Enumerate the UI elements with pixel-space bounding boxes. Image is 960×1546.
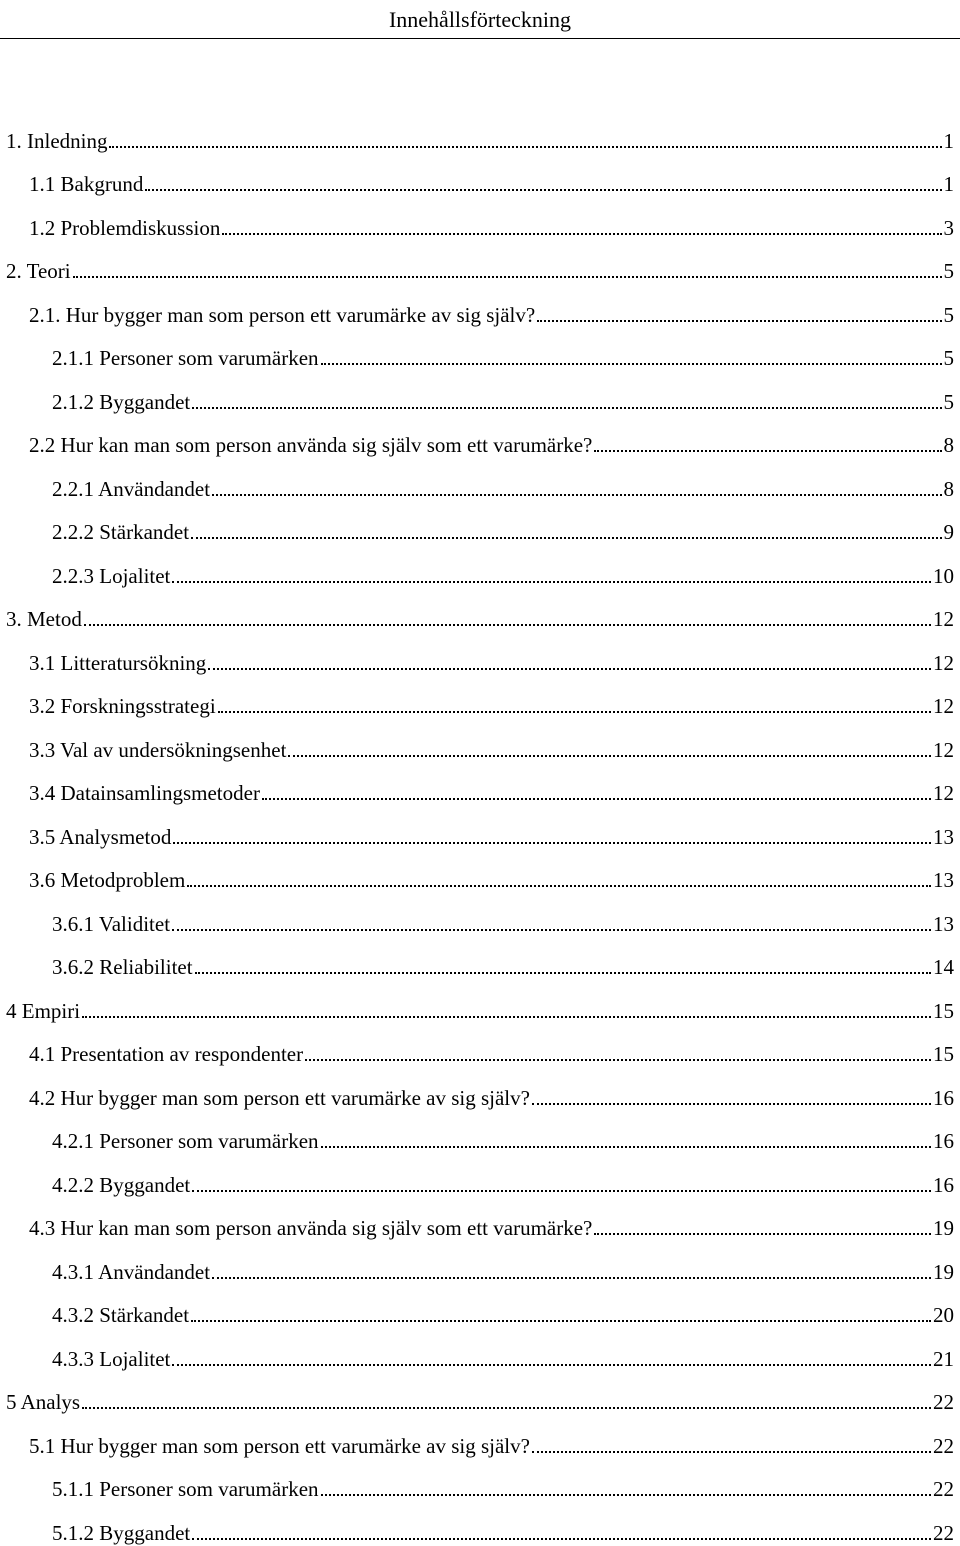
toc-entry[interactable]: [0, 502, 960, 546]
toc-entry-label: 3.1 Litteratursökning: [29, 650, 207, 675]
toc-entry-label: 3.6.1 Validitet: [52, 911, 171, 936]
toc-entry-page-number: 13: [933, 824, 954, 849]
toc-entry-label: 5.1.2 Byggandet: [52, 1520, 191, 1545]
toc-entry-label: 2.2 Hur kan man som person använda sig själv som ett varumärke?: [29, 433, 593, 457]
toc-entry[interactable]: [0, 1024, 960, 1068]
toc-entry-page-number: 22: [933, 1477, 954, 1501]
toc-dot-leader: [192, 1538, 931, 1540]
toc-entry-page-number: 16: [933, 1172, 954, 1197]
toc-entry[interactable]: [0, 110, 960, 154]
toc-entry-page-number: 12: [933, 650, 954, 675]
page-title: Innehållsförteckning: [388, 7, 572, 32]
toc-entry-label: 5 Analys: [6, 1390, 81, 1414]
toc-dot-leader: [321, 1146, 931, 1148]
toc-dot-leader: [82, 1407, 931, 1409]
toc-entry[interactable]: [0, 154, 960, 198]
toc-entry-label: 4.2 Hur bygger man som person ett varumärke av sig själv?: [29, 1085, 530, 1110]
toc-entry[interactable]: [0, 1285, 960, 1329]
toc-entry-label: 1.1 Bakgrund: [29, 172, 144, 196]
toc-entry[interactable]: [0, 589, 960, 633]
toc-entry[interactable]: [0, 632, 960, 676]
toc-dot-leader: [594, 1233, 931, 1235]
toc-dot-leader: [191, 537, 941, 539]
toc-entry-label: 4.3 Hur kan man som person använda sig själv som ett varumärke?: [29, 1216, 593, 1240]
toc-dot-leader: [321, 1494, 931, 1496]
toc-dot-leader: [262, 798, 931, 800]
toc-dot-leader: [84, 624, 931, 626]
toc-dot-leader: [145, 189, 941, 191]
toc-entry-page-number: 12: [933, 607, 954, 631]
toc-entry[interactable]: [0, 850, 960, 894]
toc-entry-label: 2.1.1 Personer som varumärken: [52, 346, 319, 370]
toc-entry-label: 3.2 Forskningsstrategi: [29, 694, 216, 718]
toc-dot-leader: [192, 1190, 931, 1192]
toc-entry-label: 3.4 Datainsamlingsmetoder: [29, 781, 260, 805]
toc-dot-leader: [191, 1320, 931, 1322]
toc-entry-page-number: 8: [943, 433, 954, 457]
toc-entry-page-number: 5: [943, 259, 954, 283]
toc-entry-page-number: 19: [933, 1216, 954, 1240]
toc-entry-label: 4.1 Presentation av respondenter: [29, 1042, 304, 1066]
toc-dot-leader: [218, 711, 931, 713]
toc-dot-leader: [73, 276, 942, 278]
toc-entry-page-number: 12: [933, 781, 954, 805]
toc-dot-leader: [532, 1451, 931, 1453]
toc-entry-page-number: 5: [943, 302, 954, 327]
toc-entry[interactable]: [0, 1328, 960, 1372]
toc-entry[interactable]: [0, 241, 960, 285]
toc-entry-page-number: 14: [933, 955, 954, 979]
toc-entry[interactable]: [0, 197, 960, 241]
toc-entry[interactable]: [0, 328, 960, 372]
toc-dot-leader: [172, 929, 931, 931]
toc-entry[interactable]: [0, 415, 960, 459]
toc-entry-label: 5.1.1 Personer som varumärken: [52, 1477, 319, 1501]
toc-entry[interactable]: [0, 1111, 960, 1155]
toc-dot-leader: [212, 494, 941, 496]
toc-entry-page-number: 16: [933, 1085, 954, 1110]
toc-entry[interactable]: [0, 545, 960, 589]
toc-entry-page-number: 1: [943, 172, 954, 196]
toc-dot-leader: [594, 450, 941, 452]
toc-entry-page-number: 13: [933, 868, 954, 892]
toc-entry-label: 1.2 Problemdiskussion: [29, 215, 221, 240]
toc-entry-label: 3.3 Val av undersökningsenhet: [29, 737, 287, 762]
toc-dot-leader: [532, 1103, 931, 1105]
toc-dot-leader: [172, 1364, 931, 1366]
toc-entry[interactable]: [0, 763, 960, 807]
toc-entry-label: 2. Teori: [6, 259, 71, 283]
toc-entry-label: 3.6.2 Reliabilitet: [52, 955, 193, 979]
toc-entry-page-number: 3: [943, 215, 954, 240]
toc-entry[interactable]: [0, 806, 960, 850]
toc-entry-label: 2.1. Hur bygger man som person ett varumärke av sig själv?: [29, 302, 536, 327]
toc-entry[interactable]: [0, 1154, 960, 1198]
toc-dot-leader: [212, 1277, 931, 1279]
toc-entry-label: 4.2.1 Personer som varumärken: [52, 1129, 319, 1153]
toc-entry[interactable]: [0, 1067, 960, 1111]
toc-entry-label: 4.3.1 Användandet: [52, 1259, 211, 1284]
toc-dot-leader: [537, 320, 941, 322]
toc-entry-page-number: 12: [933, 694, 954, 718]
toc-dot-leader: [187, 885, 931, 887]
toc-entry-page-number: 15: [933, 998, 954, 1023]
toc-entry-page-number: 19: [933, 1259, 954, 1284]
toc-entry-page-number: 22: [933, 1520, 954, 1545]
table-of-contents: [0, 110, 960, 1546]
toc-dot-leader: [208, 668, 931, 670]
toc-entry-page-number: 5: [943, 346, 954, 370]
toc-dot-leader: [222, 233, 941, 235]
toc-entry[interactable]: [0, 1372, 960, 1416]
toc-entry-label: 5.1 Hur bygger man som person ett varumärke av sig själv?: [29, 1433, 530, 1458]
toc-entry-label: 4.3.2 Stärkandet: [52, 1303, 190, 1327]
toc-entry-label: 3.6 Metodproblem: [29, 868, 186, 892]
toc-entry-page-number: 21: [933, 1346, 954, 1371]
toc-entry[interactable]: [0, 1459, 960, 1503]
toc-entry-page-number: 16: [933, 1129, 954, 1153]
toc-entry[interactable]: [0, 980, 960, 1024]
toc-dot-leader: [109, 146, 941, 148]
toc-entry-label: 2.2.3 Lojalitet: [52, 563, 171, 588]
toc-dot-leader: [305, 1059, 931, 1061]
toc-entry-page-number: 8: [943, 476, 954, 501]
toc-entry-page-number: 5: [943, 389, 954, 414]
toc-entry[interactable]: [0, 1198, 960, 1242]
page-header: [0, 0, 960, 39]
toc-dot-leader: [173, 842, 931, 844]
toc-entry[interactable]: [0, 937, 960, 981]
toc-entry-page-number: 12: [933, 737, 954, 762]
toc-entry-page-number: 22: [933, 1390, 954, 1414]
toc-entry-label: 2.1.2 Byggandet: [52, 389, 191, 414]
toc-entry-label: 2.2.1 Användandet: [52, 476, 211, 501]
toc-entry[interactable]: [0, 1241, 960, 1285]
toc-entry-page-number: 15: [933, 1042, 954, 1066]
toc-dot-leader: [288, 755, 931, 757]
toc-entry[interactable]: [0, 719, 960, 763]
toc-entry-page-number: 13: [933, 911, 954, 936]
toc-entry-label: 3. Metod: [6, 607, 82, 631]
toc-entry[interactable]: [0, 458, 960, 502]
toc-dot-leader: [82, 1016, 931, 1018]
toc-entry[interactable]: [0, 1502, 960, 1546]
toc-dot-leader: [195, 972, 931, 974]
toc-entry-page-number: 9: [943, 520, 954, 544]
toc-entry-label: 2.2.2 Stärkandet: [52, 520, 190, 544]
toc-entry[interactable]: [0, 893, 960, 937]
toc-entry-page-number: 10: [933, 563, 954, 588]
toc-entry-page-number: 22: [933, 1433, 954, 1458]
toc-entry[interactable]: [0, 284, 960, 328]
toc-dot-leader: [321, 363, 942, 365]
toc-entry-page-number: 20: [933, 1303, 954, 1327]
toc-entry[interactable]: [0, 371, 960, 415]
toc-dot-leader: [192, 407, 941, 409]
toc-entry-label: 4 Empiri: [6, 998, 81, 1023]
toc-entry-label: 4.3.3 Lojalitet: [52, 1346, 171, 1371]
toc-entry-label: 3.5 Analysmetod: [29, 824, 172, 849]
toc-dot-leader: [172, 581, 931, 583]
toc-entry-label: 4.2.2 Byggandet: [52, 1172, 191, 1197]
toc-entry-label: 1. Inledning: [6, 128, 108, 153]
toc-entry[interactable]: [0, 1415, 960, 1459]
toc-entry-page-number: 1: [943, 128, 954, 153]
toc-entry[interactable]: [0, 676, 960, 720]
